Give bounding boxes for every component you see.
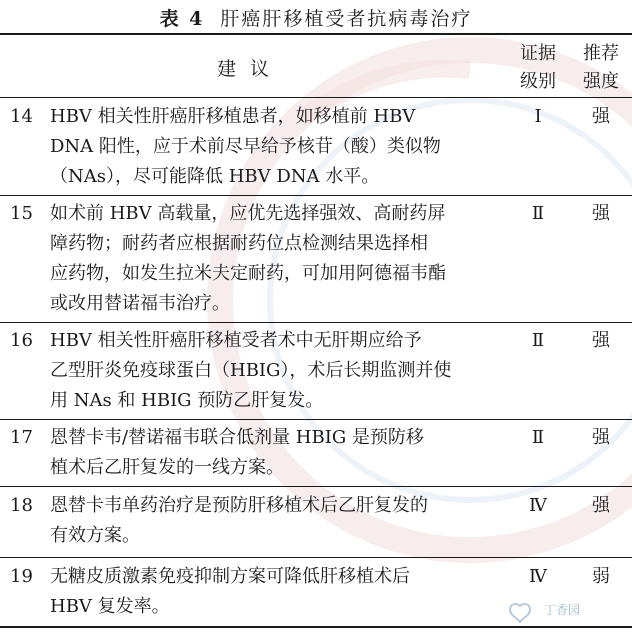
row-text: 恩替卡韦单药治疗是预防肝移植术后乙肝复发的 有效方案。 xyxy=(50,495,428,546)
row-text: 恩替卡韦/替诺福韦联合低剂量 HBIG 是预防移 植术后乙肝复发的一线方案。 xyxy=(50,427,424,478)
row-evidence-level: Ⅱ xyxy=(531,427,545,448)
row-strength: 强 xyxy=(592,427,610,448)
row-rule xyxy=(0,486,632,487)
row-text: HBV 相关性肝癌肝移植受者术中无肝期应给予 乙型肝炎免疫球蛋白（HBIG），术后长期监测并使 用 NAs 和 HBIG 预防乙肝复发。 xyxy=(50,330,452,411)
row-number: 18 xyxy=(10,495,33,516)
row-strength: 强 xyxy=(592,106,610,127)
bottom-rule xyxy=(0,626,632,628)
table-number: 表 4 xyxy=(159,8,205,30)
row-number: 17 xyxy=(10,427,33,448)
header-suggestion: 建议 xyxy=(216,58,283,80)
table-header xyxy=(0,34,632,98)
row-evidence-level: Ⅱ xyxy=(531,203,545,224)
row-number: 16 xyxy=(10,330,33,351)
dxy-logo-icon xyxy=(506,602,534,626)
row-rule xyxy=(0,322,632,323)
row-strength: 强 xyxy=(592,330,610,351)
row-evidence-level: Ⅳ xyxy=(529,566,547,587)
row-evidence-level: Ⅰ xyxy=(534,106,542,127)
row-rule xyxy=(0,195,632,196)
header-evidence-level: 证据 级别 xyxy=(520,43,556,92)
row-number: 19 xyxy=(10,566,33,587)
row-rule xyxy=(0,557,632,558)
table-title xyxy=(0,4,632,31)
row-evidence-level: Ⅳ xyxy=(529,495,547,516)
row-strength: 弱 xyxy=(592,566,610,587)
row-rule xyxy=(0,419,632,420)
row-number: 15 xyxy=(10,203,33,224)
watermark-text: 丁香园 xyxy=(543,603,580,617)
header-recommendation-strength: 推荐 强度 xyxy=(583,43,619,92)
row-text: HBV 相关性肝癌肝移植患者，如移植前 HBV DNA 阳性，应于术前尽早给予核苷（酸）类似物 （NAs），尽可能降低 HBV DNA 水平。 xyxy=(50,106,441,187)
row-number: 14 xyxy=(10,106,33,127)
row-text: 无糖皮质激素免疫抑制方案可降低肝移植术后 HBV 复发率。 xyxy=(50,566,410,617)
row-strength: 强 xyxy=(592,203,610,224)
row-text: 如术前 HBV 高载量，应优先选择强效、高耐药屏 障药物；耐药者应根据耐药位点检测结果选择相 应药物，如发生拉米夫定耐药，可加用阿德福韦酯 或改用替诺福韦治疗。 xyxy=(50,203,446,314)
row-evidence-level: Ⅱ xyxy=(531,330,545,351)
header-rule xyxy=(0,97,632,98)
table-title-text: 肝癌肝移植受者抗病毒治疗 xyxy=(220,8,473,30)
row-strength: 强 xyxy=(592,495,610,516)
